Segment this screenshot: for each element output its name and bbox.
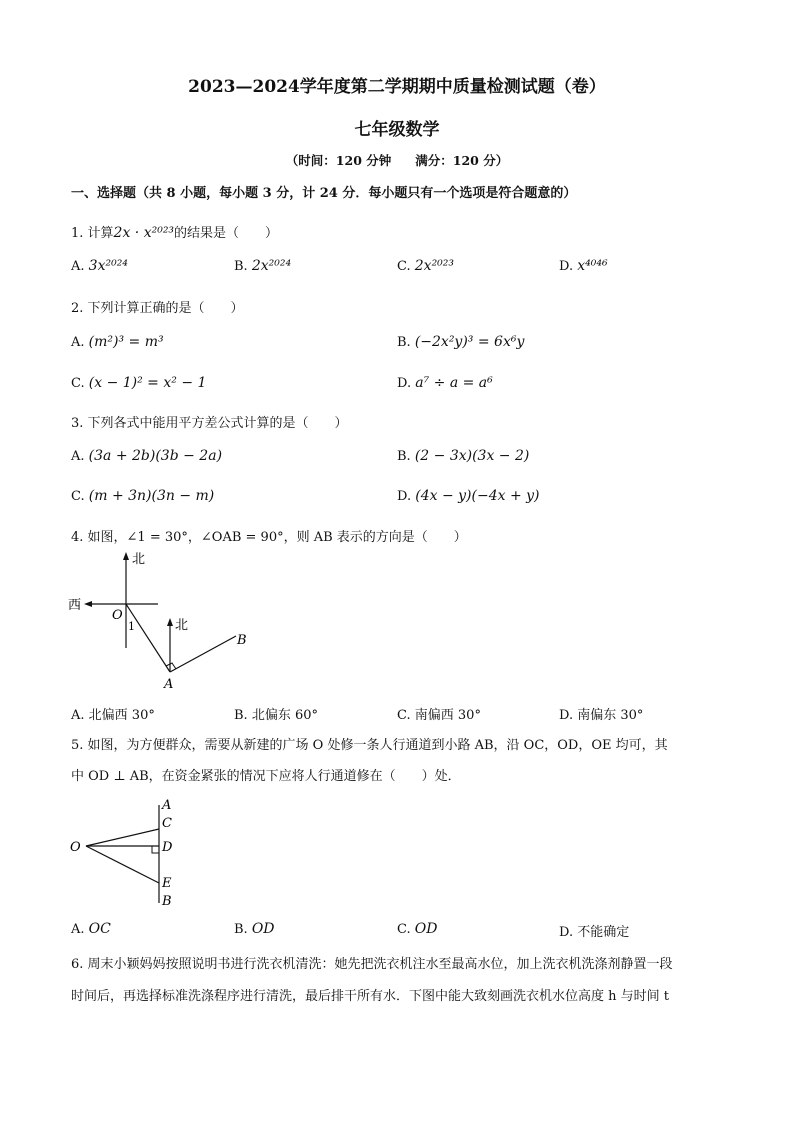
- segment-ab: [170, 636, 236, 672]
- question-5-option-b[interactable]: B. OD: [234, 921, 275, 937]
- point-b-label-2: B: [162, 894, 172, 909]
- point-e-label: E: [162, 876, 172, 891]
- question-2-option-b[interactable]: B. (−2x²y)³ = 6x⁶y: [397, 334, 525, 350]
- point-a-label-2: A: [162, 798, 172, 813]
- question-1-option-a[interactable]: A. 3x²⁰²⁴: [71, 258, 128, 274]
- question-5-stem-line-2: 中 OD ⊥ AB，在资金紧张的情况下应将人行通道修在（ ）处．: [71, 769, 461, 784]
- question-2-option-a[interactable]: A. (m²)³ = m³: [71, 334, 164, 350]
- segment-oa: [126, 604, 170, 672]
- point-c-label: C: [162, 816, 172, 831]
- question-4-stem: 4. 如图，∠1 = 30°，∠OAB = 90°，则 AB 表示的方向是（ ）: [71, 530, 467, 545]
- question-5-stem-line-1: 5. 如图，为方便群众，需要从新建的广场 O 处修一条人行通道到小路 AB，沿 OC，OD，OE 均可，其: [71, 738, 668, 753]
- question-2-option-d[interactable]: D. a⁷ ÷ a = a⁶: [397, 375, 493, 391]
- point-a-label: A: [164, 677, 174, 692]
- question-3-option-a[interactable]: A. (3a + 2b)(3b − 2a): [71, 448, 223, 464]
- question-2-stem: 2. 下列计算正确的是（ ）: [71, 301, 244, 316]
- point-d-label: D: [162, 840, 173, 855]
- question-1-option-c[interactable]: C. 2x²⁰²³: [397, 258, 455, 274]
- question-4-option-c[interactable]: C. 南偏西 30°: [397, 708, 481, 723]
- north-arrow-head-2: [167, 618, 173, 626]
- question-6-stem-line-1: 6. 周末小颖妈妈按照说明书进行洗衣机清洗：她先把洗衣机注水至最高水位，加上洗衣机洗涤剂静置一段: [71, 957, 673, 972]
- west-arrow-head: [84, 601, 92, 607]
- question-1-option-d[interactable]: D. x⁴⁰⁴⁶: [559, 258, 608, 274]
- question-3-stem: 3. 下列各式中能用平方差公式计算的是（ ）: [71, 416, 348, 431]
- right-angle-d: [152, 846, 159, 853]
- exam-score: 满分：120 分）: [415, 153, 509, 168]
- north-label-1: 北: [132, 552, 146, 567]
- question-1-suffix: 的结果是（ ）: [174, 226, 279, 241]
- road-figure: [66, 795, 196, 910]
- north-label-2: 北: [175, 618, 189, 633]
- question-5-option-a[interactable]: A. OC: [71, 921, 111, 937]
- west-label: 西: [68, 598, 82, 613]
- segment-oe: [86, 846, 159, 883]
- segment-oc: [86, 829, 159, 846]
- question-5-option-c[interactable]: C. OD: [397, 921, 438, 937]
- question-5-option-d[interactable]: D. 不能确定: [559, 925, 630, 940]
- north-arrow-head-1: [123, 552, 129, 560]
- angle-1-label: 1: [128, 620, 135, 633]
- page-title: 2023—2024学年度第二学期期中质量检测试题（卷）: [188, 77, 606, 97]
- point-o-label-2: O: [70, 840, 81, 855]
- question-6-stem-line-2: 时间后，再选择标准洗涤程序进行清洗，最后排干所有水．下图中能大致刻画洗衣机水位高度 h 与时间 t: [71, 989, 669, 1004]
- question-1-prefix: 1. 计算: [71, 226, 114, 241]
- question-1-math: 2x · x²⁰²³: [113, 225, 175, 241]
- question-4-option-b[interactable]: B. 北偏东 60°: [234, 708, 319, 723]
- question-2-option-c[interactable]: C. (x − 1)² = x² − 1: [71, 375, 207, 391]
- point-b-label: B: [237, 633, 247, 648]
- exam-time: （时间：120 分钟: [285, 153, 392, 168]
- question-3-option-b[interactable]: B. (2 − 3x)(3x − 2): [397, 448, 530, 464]
- section-heading: 一、选择题（共 8 小题，每小题 3 分，计 24 分．每小题只有一个选项是符合题意的）: [71, 186, 577, 201]
- question-3-option-d[interactable]: D. (4x − y)(−4x + y): [397, 488, 540, 504]
- question-4-option-a[interactable]: A. 北偏西 30°: [71, 708, 155, 723]
- question-1-option-b[interactable]: B. 2x²⁰²⁴: [234, 258, 292, 274]
- direction-figure: [66, 548, 266, 693]
- question-3-option-c[interactable]: C. (m + 3n)(3n − m): [71, 488, 215, 504]
- page-subtitle: 七年级数学: [354, 120, 440, 140]
- exam-meta: [0, 151, 794, 169]
- point-o-label: O: [112, 608, 123, 623]
- question-1-stem: [71, 222, 278, 241]
- question-4-option-d[interactable]: D. 南偏东 30°: [559, 708, 644, 723]
